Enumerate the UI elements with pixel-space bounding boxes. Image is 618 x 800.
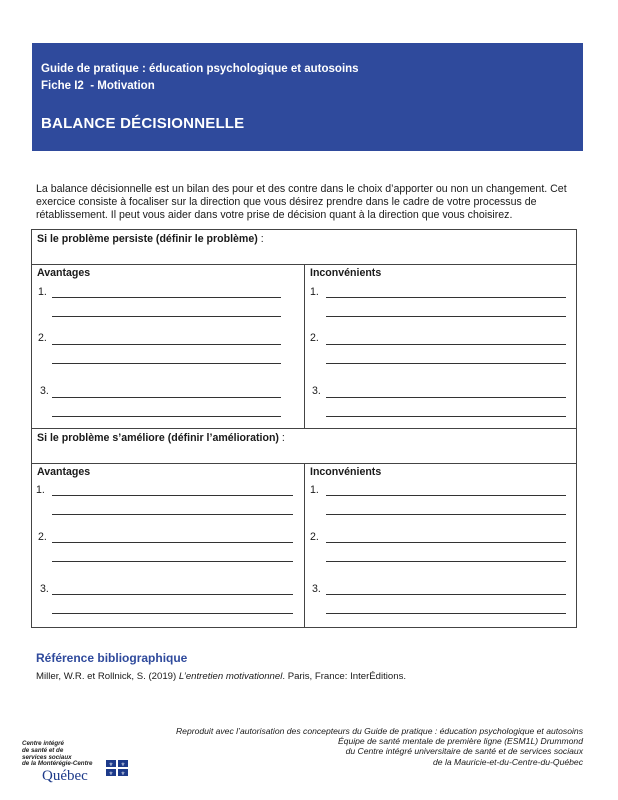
question-row[interactable] (32, 429, 576, 464)
footer-line: du Centre intégré universitaire de santé et de services sociaux (345, 746, 583, 757)
footer-credits (120, 726, 583, 768)
footer-line: Reproduit avec l’autorisation des concepteurs du Guide de pratique : éducation psychologique et autosoins (175, 726, 583, 736)
quebec-flag-icon (106, 760, 128, 776)
answer-line[interactable] (52, 416, 281, 417)
answer-line[interactable] (326, 344, 566, 345)
answer-line[interactable] (52, 363, 281, 364)
item-number: 2. (38, 332, 47, 344)
quebec-wordmark: Québec (42, 768, 88, 784)
disadvantages-header: Inconvénients (310, 267, 382, 279)
reference-title: Référence bibliographique (36, 651, 188, 665)
page-title: BALANCE DÉCISIONNELLE (41, 115, 245, 132)
item-number: 3. (40, 583, 49, 595)
item-number: 2. (310, 531, 319, 543)
question-label: Si le problème s’améliore (définir l’amélioration) (37, 432, 279, 444)
answer-line[interactable] (326, 416, 566, 417)
answer-line[interactable] (52, 397, 281, 398)
svg-text:⚜: ⚜ (108, 771, 114, 776)
reference-authors: Miller, W.R. et Rollnick, S. (2019) (36, 671, 179, 682)
item-number: 3. (40, 385, 49, 397)
footer-line: de la Mauricie-et-du-Centre-du-Québec (433, 756, 583, 767)
item-number: 2. (310, 332, 319, 344)
footer-line: Équipe de santé mentale de première ligne (ESM1L) Drummond (337, 736, 583, 747)
answer-line[interactable] (326, 514, 566, 515)
answer-line[interactable] (52, 297, 281, 298)
quebec-logo (22, 741, 132, 787)
org-line: de santé et de (22, 746, 64, 754)
reference-citation (36, 671, 406, 682)
header-banner (32, 43, 583, 151)
reference-publisher: . Paris, France: InterÉditions. (282, 671, 407, 682)
column-divider (304, 265, 305, 428)
svg-text:⚜: ⚜ (108, 762, 114, 768)
answer-line[interactable] (326, 316, 566, 317)
svg-text:⚜: ⚜ (120, 762, 126, 768)
question-label: Si le problème persiste (définir le problème) (37, 233, 258, 245)
intro-paragraph: La balance décisionnelle est un bilan des pour et des contre dans le choix d’apporter ou non un changement. Cet exercice consiste à focaliser sur la direction que vous désirez prendre dans le cadre de votre processus de rétablissement. Il peut vous aider dans votre prise de décision quant à la direction que vous choisirez. (36, 183, 567, 221)
answer-line[interactable] (326, 613, 566, 614)
answer-line[interactable] (52, 613, 293, 614)
org-line: Centre intégré (22, 740, 64, 747)
svg-text:⚜: ⚜ (120, 771, 126, 776)
disadvantages-header: Inconvénients (310, 466, 382, 478)
answer-line[interactable] (326, 397, 566, 398)
item-number: 2. (38, 531, 47, 543)
answer-line[interactable] (326, 561, 566, 562)
answer-line[interactable] (326, 363, 566, 364)
org-line: services sociaux (22, 753, 72, 761)
reference-book-title: L’entretien motivationnel (178, 671, 283, 682)
item-number: 1. (36, 484, 45, 496)
answer-line[interactable] (326, 495, 566, 496)
item-number: 1. (310, 484, 319, 496)
org-line: de la Montérégie-Centre (22, 760, 93, 768)
answer-line[interactable] (52, 542, 293, 543)
answer-line[interactable] (52, 514, 293, 515)
advantages-header: Avantages (37, 466, 91, 478)
problem-persists-table (31, 229, 577, 429)
problem-improves-table (31, 428, 577, 628)
item-number: 3. (312, 583, 321, 595)
question-row[interactable] (32, 230, 576, 265)
item-number: 3. (312, 385, 321, 397)
answer-line[interactable] (326, 594, 566, 595)
guide-title: Guide de pratique : éducation psychologique et autosoins (41, 63, 359, 75)
question-colon: : (257, 233, 264, 245)
answer-line[interactable] (52, 561, 293, 562)
question-colon: : (278, 432, 285, 444)
answer-line[interactable] (326, 542, 566, 543)
fiche-label: Fiche I2 - Motivation (41, 80, 155, 92)
answer-line[interactable] (52, 594, 293, 595)
advantages-header: Avantages (37, 267, 91, 279)
item-number: 1. (310, 286, 319, 298)
column-divider (304, 464, 305, 627)
item-number: 1. (38, 286, 47, 298)
answer-line[interactable] (52, 316, 281, 317)
answer-line[interactable] (326, 297, 566, 298)
answer-line[interactable] (52, 344, 281, 345)
answer-line[interactable] (52, 495, 293, 496)
organization-name (22, 741, 92, 768)
